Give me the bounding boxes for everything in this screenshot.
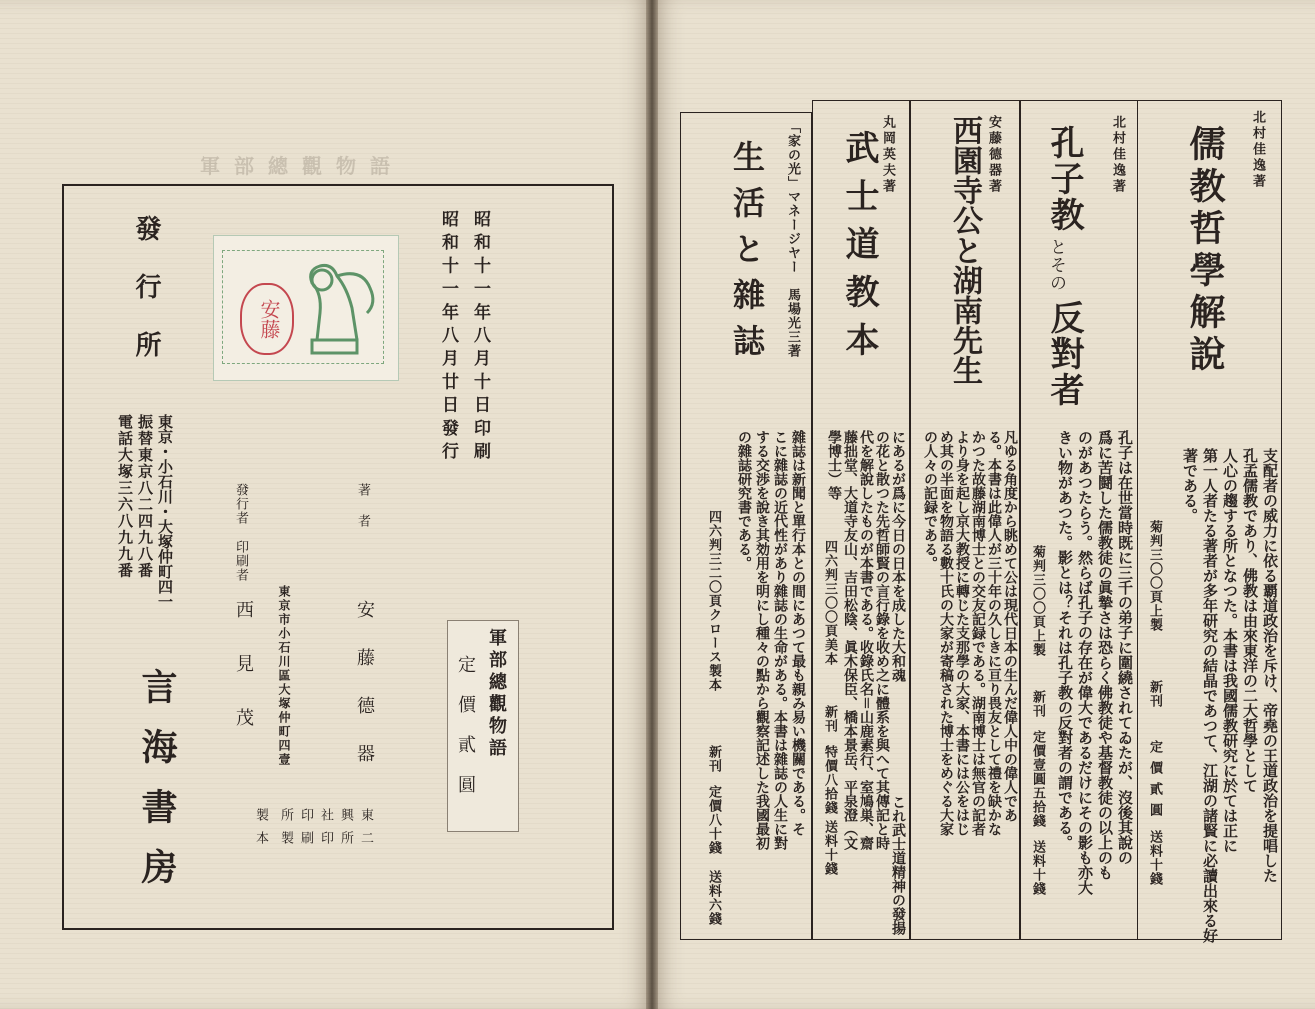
ad-postage: 送料十錢 <box>822 820 837 876</box>
ad-spec: 四六判三二〇頁クロース製本 <box>706 510 721 692</box>
printing-office: 印刷 <box>298 808 313 854</box>
author-role: 著者 <box>355 483 370 545</box>
ad-title: 武士道教本 <box>839 130 879 370</box>
author-name: 安藤德器 <box>354 600 375 792</box>
printing-office: 興所 <box>338 808 353 854</box>
ad-body-line: 著である。 <box>1181 448 1199 523</box>
lion-icon <box>292 258 382 358</box>
ad-spec: 四六判三〇〇頁美本 <box>822 540 837 666</box>
ad-postage: 送料六錢 <box>706 870 721 926</box>
ad-price: 定價八十錢 <box>706 785 721 855</box>
ad-body-line: かつた故藤湖南博士との交友記録である。湖南博士は無官の記者 <box>970 430 986 836</box>
ad-author: 北村佳逸著 <box>1250 110 1265 190</box>
ad-author: 丸岡英夫著 <box>880 115 895 195</box>
series-label: 軍部總觀物語 <box>486 628 507 760</box>
price-label: 定價貳圓 <box>455 655 476 815</box>
ad-title: とその <box>1046 238 1066 292</box>
ad-body-line: のがあつたらう。然らば孔子の存在が偉大であるだけにその影も亦大 <box>1076 430 1094 895</box>
printing-office: 東二 <box>358 808 373 854</box>
ad-body-line: 支配者の威力に依る覇道政治を斥け、帝堯の王道政治を提唱した <box>1261 448 1279 883</box>
printing-office: 製本 <box>253 808 268 854</box>
publisher-address: 東京市小石川區大塚仲町四壹 <box>277 585 291 767</box>
ad-status: 新刊 <box>822 705 837 733</box>
ad-body-line: する交渉を說き其効用を明にし種々の點から觀察記述した我國最初 <box>754 430 770 850</box>
ad-body-line: 藤拙堂、大道寺友山、吉田松陰、眞木保臣、橋本景岳、平泉澄（文 <box>842 430 858 850</box>
ad-body-line: 代を解說したものが本書である。收錄氏名＝山鹿素行、室鳩巣、齋 <box>858 430 874 850</box>
ad-body-line: 孔孟儒教であり、佛教は由來東洋の二大哲學として <box>1241 448 1259 793</box>
ad-body-line: より身を起し京大教授に轉じた支那學の大家、本書には公をはじ <box>954 430 970 836</box>
ad-author: 北村佳逸著 <box>1110 115 1125 195</box>
ad-spec: 菊判三〇〇頁上製 <box>1030 545 1045 657</box>
ad-price: 定價壹圓五拾錢 <box>1030 730 1045 828</box>
ad-body-line: 人心の趨する所となつた。本書は我國儒教研究に於ては正に <box>1221 448 1239 853</box>
bleed-through-text: 軍部總觀物語 <box>200 154 404 178</box>
printer-role: 印刷者 <box>233 540 248 582</box>
printing-office: 社印 <box>318 808 333 854</box>
ad-status: 新刊 <box>1030 690 1045 718</box>
ad-body-line: にあるが爲に今日の日本を成した大和魂 <box>890 430 906 682</box>
address-line: 東京・小石川・大塚仲町四一 <box>156 414 174 609</box>
ad-title: 生活と雜誌 <box>728 140 766 370</box>
ad-price: 定價貳圓 <box>1147 740 1162 824</box>
printing-office: 所製 <box>278 808 293 854</box>
ad-title: 儒教哲學解說 <box>1184 125 1226 377</box>
ad-price: 特價八拾錢 <box>822 745 837 815</box>
publisher-role: 發行者 <box>233 483 248 525</box>
book-gutter <box>646 0 658 1009</box>
ad-title: 西園寺公と湖南先生 <box>947 115 982 385</box>
ad-author: 安藤德器著 <box>986 115 1001 195</box>
publish-date: 昭和十一年八月廿日發行 <box>438 210 458 466</box>
seal-stamp: 安藤 <box>240 283 294 355</box>
ad-body-line: の花と散つた先哲師賢の言行錄を收め之に體系を與へて其傳記と時 <box>874 430 890 850</box>
ad-body-line: これ武士道精神の發揚 <box>890 795 906 935</box>
ad-body-line: る。本書は此偉人が三十年の久しきに亘り畏友として禮を缺かな <box>986 430 1002 836</box>
ad-status: 新刊 <box>706 745 721 773</box>
ad-spec: 菊判三〇〇頁上製 <box>1147 520 1162 632</box>
ad-body-line: 凡ゆる角度から眺めて公は現代日本の生んだ偉人中の偉人であ <box>1002 430 1018 822</box>
ad-title: 反對者 <box>1044 300 1084 408</box>
publisher-house: 言海書房 <box>136 668 178 908</box>
publisher-house-label: 發行所 <box>131 215 161 389</box>
ad-postage: 送料十錢 <box>1030 840 1045 896</box>
publisher-name: 西見茂 <box>233 600 254 762</box>
ad-status: 新刊 <box>1147 680 1162 708</box>
address-line: 振替東京八二四九八番 <box>136 414 154 579</box>
ad-body-line: の人々の記録である。 <box>922 430 938 570</box>
ad-body-line: め其の半面を物語る數十氏の大家が寄稿された博士をめぐる大家 <box>938 430 954 836</box>
ad-body-line: 爲に苦鬪した儒教徒の眞摯さは恐らく佛教徒や基督教徒の以上のも <box>1096 430 1114 880</box>
ad-body-line: 雜誌は新聞と單行本との間にあつて最も親み易い機關である。そ <box>790 430 806 836</box>
ad-body-line: の雜誌研究書である。 <box>736 430 752 570</box>
ad-author: 「家の光」マネージヤー 馬場光三著 <box>785 120 800 358</box>
ad-body-line: 學博士）等 <box>826 430 842 500</box>
ad-postage: 送料十錢 <box>1147 830 1162 886</box>
ad-body-line: 孔子は在世當時既に三千の弟子に圍繞されてゐたが、沒後其說の <box>1116 430 1134 865</box>
address-line: 電話大塚三六八九九番 <box>116 414 134 579</box>
ad-body-line: 第一人者たる著者が多年研究の結晶であつて、江湖の諸賢に必讀出來る好 <box>1201 448 1219 943</box>
ad-title: 孔子教 <box>1044 125 1084 233</box>
print-date: 昭和十一年八月十日印刷 <box>470 210 490 466</box>
ad-body-line: きい物があつた。影とは？それは孔子教の反對者の謂である。 <box>1056 430 1074 850</box>
ad-body-line: こに雜誌の近代性があり雜誌の生命がある。本書は雜誌の人生に對 <box>772 430 788 850</box>
